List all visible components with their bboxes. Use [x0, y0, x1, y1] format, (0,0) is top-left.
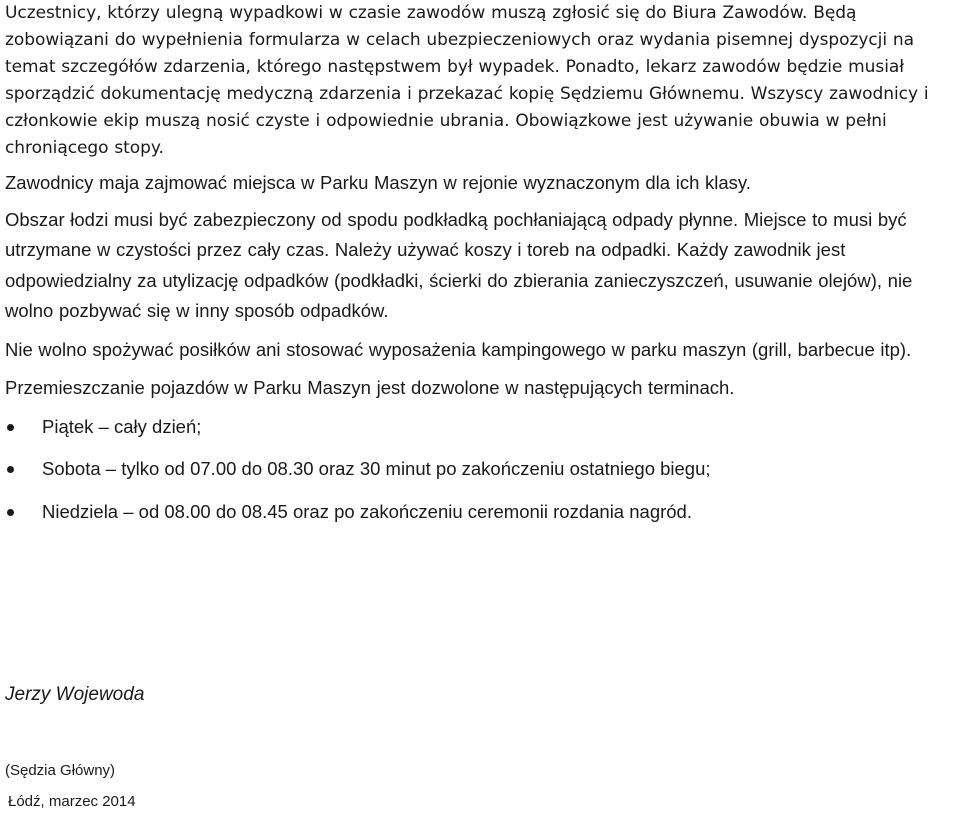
document-body — [5, 0, 955, 539]
list-item — [5, 454, 955, 485]
schedule-saturday: Sobota – tylko od 07.00 do 08.30 oraz 30 minut po zakończeniu ostatniego biegu; — [42, 458, 711, 479]
paragraph-no-food: Nie wolno spożywać posiłków ani stosować wyposażenia kampingowego w parku maszyn (grill, barbecue itp). — [5, 338, 912, 360]
bullet-icon — [7, 424, 14, 431]
paragraph-vehicle-movement: Przemieszczanie pojazdów w Parku Maszyn jest dozwolone w następujących terminach. — [5, 377, 735, 398]
bullet-icon — [7, 466, 14, 473]
schedule-friday: Piątek – cały dzień; — [42, 415, 202, 437]
signature-name: Jerzy Wojewoda — [5, 684, 145, 705]
paragraph-boat-area-waste: Obszar łodzi musi być zabezpieczony od spodu podkładką pochłaniającą odpady płynne. Miejsce to musi być utrzymane w czystości przez cały czas. Należy używać koszy i toreb na odpadki. Każdy zawodnik jest odpowiedzialny za utylizację odpadków (podkładki, ścierki do zbierania zanieczyszczeń, usuwanie olejów), nie wolno pozbywać się w inny sposób odpadków. — [5, 208, 913, 321]
place-date: Łódź, marzec 2014 — [8, 793, 136, 810]
schedule-sunday: Niedziela – od 08.00 do 08.45 oraz po zakończeniu ceremonii rozdania nagród. — [42, 500, 692, 522]
paragraph-paddock-places: Zawodnicy maja zajmować miejsca w Parku Maszyn w rejonie wyznaczonym dla ich klasy. — [5, 172, 751, 193]
bullet-icon — [7, 509, 14, 516]
signature-role: (Sędzia Główny) — [5, 762, 116, 779]
schedule-list — [5, 412, 955, 528]
list-item — [5, 412, 955, 443]
list-item — [5, 497, 955, 528]
paragraph-accidents-clothing: Uczestnicy, którzy ulegną wypadkowi w czasie zawodów muszą zgłosić się do Biura Zawodów. Będą zobowiązani do wypełnienia formularza w celach ubezpieczeniowych oraz wydania pisemnej dyspozycji na temat szczegółów zdarzenia, którego następstwem był wypadek. Ponadto, lekarz zawodów będzie musiał sporządzić dokumentację medyczną zdarzenia i przekazać kopię Sędziemu Głównemu. Wszyscy zawodnicy i członkowie ekip muszą nosić czyste i odpowiednie ubrania. Obowiązkowe jest używanie obuwia w pełni chroniącego stopy. — [5, 3, 929, 158]
